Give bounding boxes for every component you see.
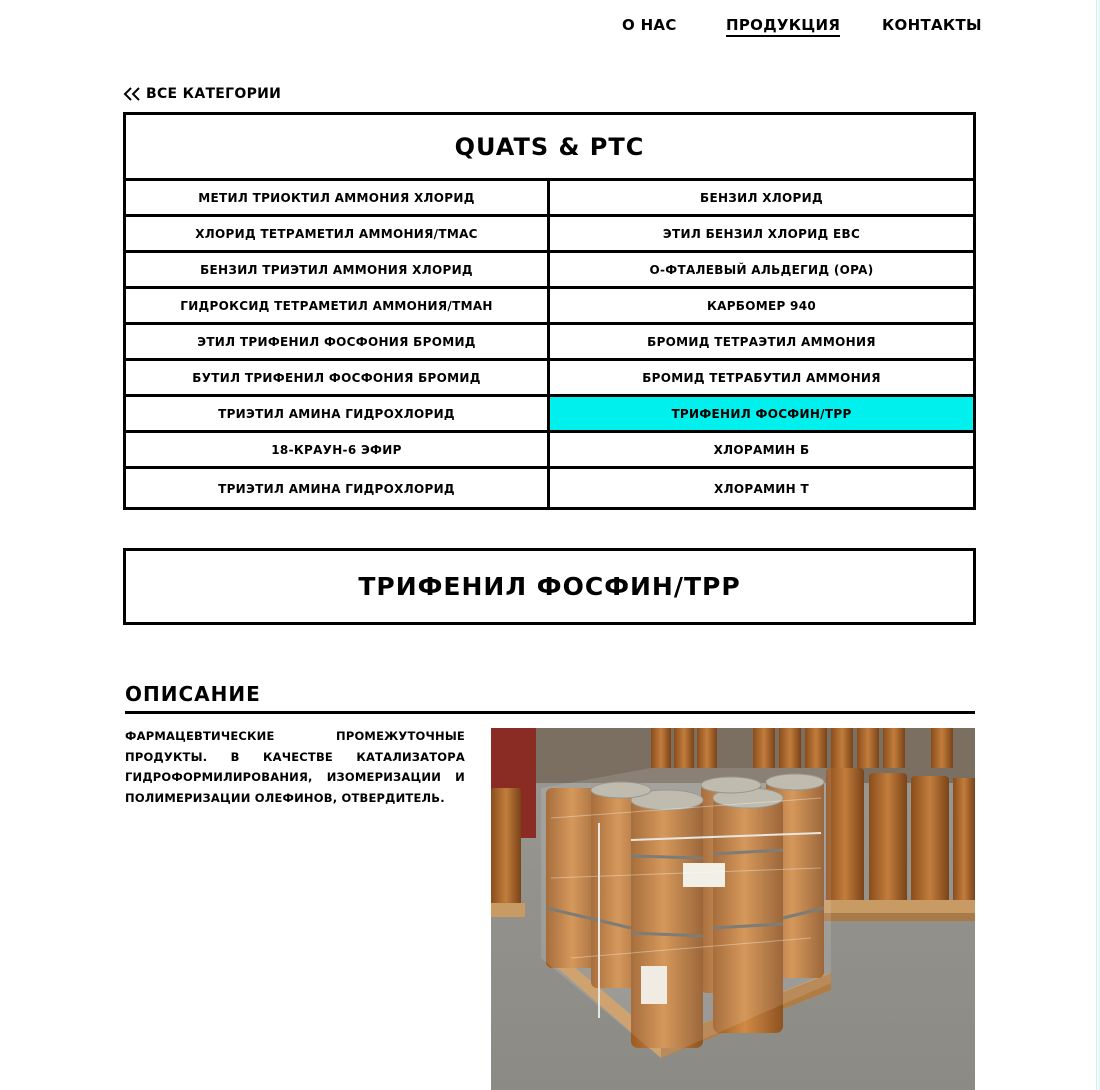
description-heading: ОПИСАНИЕ — [125, 682, 975, 714]
nav-contacts-link[interactable]: КОНТАКТЫ — [882, 16, 982, 34]
category-item[interactable]: БРОМИД ТЕТРАЭТИЛ АММОНИЯ — [550, 325, 973, 361]
nav-products-link[interactable]: ПРОДУКЦИЯ — [726, 16, 840, 37]
all-categories-link[interactable] — [123, 84, 281, 104]
category-item[interactable]: БЕНЗИЛ ТРИЭТИЛ АММОНИЯ ХЛОРИД — [126, 253, 550, 289]
category-table — [123, 112, 976, 510]
category-item[interactable]: БРОМИД ТЕТРАБУТИЛ АММОНИЯ — [550, 361, 973, 397]
product-photo — [491, 728, 975, 1090]
category-item[interactable]: ХЛОРАМИН Б — [550, 433, 973, 469]
category-item[interactable]: БУТИЛ ТРИФЕНИЛ ФОСФОНИЯ БРОМИД — [126, 361, 550, 397]
category-item[interactable]: БЕНЗИЛ ХЛОРИД — [550, 181, 973, 217]
pallet-drums-image — [491, 728, 975, 1090]
category-item[interactable]: 18-КРАУН-6 ЭФИР — [126, 433, 550, 469]
description-text: ФАРМАЦЕВТИЧЕСКИЕ ПРОМЕЖУТОЧНЫЕ ПРОДУКТЫ. В КАЧЕСТВЕ КАТАЛИЗАТОРА ГИДРОФОРМИЛИРОВАНИЯ, ИЗОМЕРИЗАЦИИ И ПОЛИМЕРИЗАЦИИ ОЛЕФИНОВ, ОТВЕРДИТЕЛЬ. — [125, 729, 465, 805]
category-item[interactable]: ГИДРОКСИД ТЕТРАМЕТИЛ АММОНИЯ/TMAH — [126, 289, 550, 325]
category-item[interactable]: ЭТИЛ БЕНЗИЛ ХЛОРИД EBC — [550, 217, 973, 253]
product-title: ТРИФЕНИЛ ФОСФИН/TPP — [123, 548, 976, 625]
top-nav — [622, 16, 982, 42]
category-item-active[interactable]: ТРИФЕНИЛ ФОСФИН/TPP — [550, 397, 973, 433]
category-item[interactable]: ЭТИЛ ТРИФЕНИЛ ФОСФОНИЯ БРОМИД — [126, 325, 550, 361]
category-item[interactable]: ХЛОРАМИН Т — [714, 481, 809, 496]
category-item[interactable]: МЕТИЛ ТРИОКТИЛ АММОНИЯ ХЛОРИД — [126, 181, 550, 217]
category-title: QUATS & PTC — [126, 115, 973, 181]
category-item[interactable]: ТРИЭТИЛ АМИНА ГИДРОХЛОРИД — [126, 397, 550, 433]
category-items-grid — [126, 181, 973, 508]
double-chevron-left-icon — [123, 86, 141, 102]
nav-about-link[interactable]: О НАС — [622, 16, 677, 34]
page-edge — [1096, 0, 1100, 1090]
category-item[interactable]: КАРБОМЕР 940 — [550, 289, 973, 325]
all-categories-label: ВСЕ КАТЕГОРИИ — [146, 86, 282, 102]
category-item[interactable]: ТРИЭТИЛ АМИНА ГИДРОХЛОРИД — [126, 469, 550, 508]
category-item[interactable]: О-ФТАЛЕВЫЙ АЛЬДЕГИД (OPA) — [550, 253, 973, 289]
category-item[interactable]: ХЛОРИД ТЕТРАМЕТИЛ АММОНИЯ/TMAC — [126, 217, 550, 253]
